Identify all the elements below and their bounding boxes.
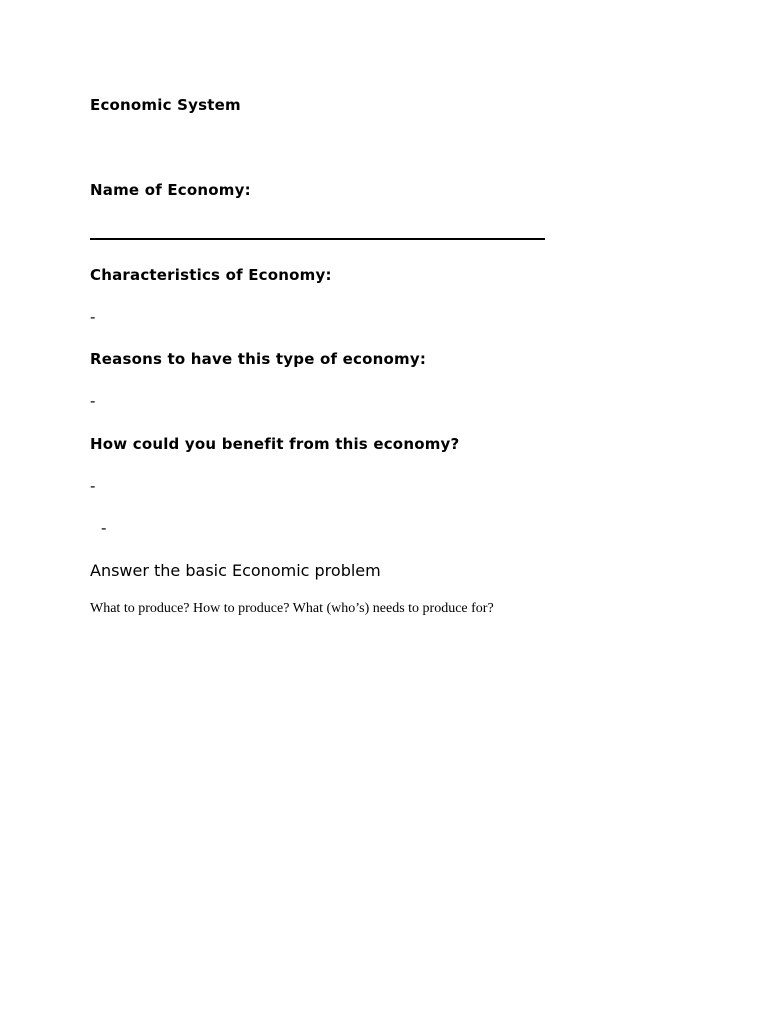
reasons-bullet: - [90, 392, 96, 410]
characteristics-label: Characteristics of Economy: [90, 266, 332, 284]
benefit-bullet-1: - [90, 477, 96, 495]
reasons-label: Reasons to have this type of economy: [90, 350, 427, 368]
benefit-bullet-2: - [101, 519, 107, 537]
benefit-label: How could you benefit from this economy? [90, 435, 460, 453]
document-title: Economic System [90, 96, 241, 114]
name-of-economy-label: Name of Economy: [90, 181, 251, 199]
problem-heading: Answer the basic Economic problem [90, 561, 381, 580]
characteristics-bullet: - [90, 308, 96, 326]
answer-blank-line [90, 238, 545, 240]
problem-questions: What to produce? How to produce? What (who’s) needs to produce for? [90, 601, 494, 616]
